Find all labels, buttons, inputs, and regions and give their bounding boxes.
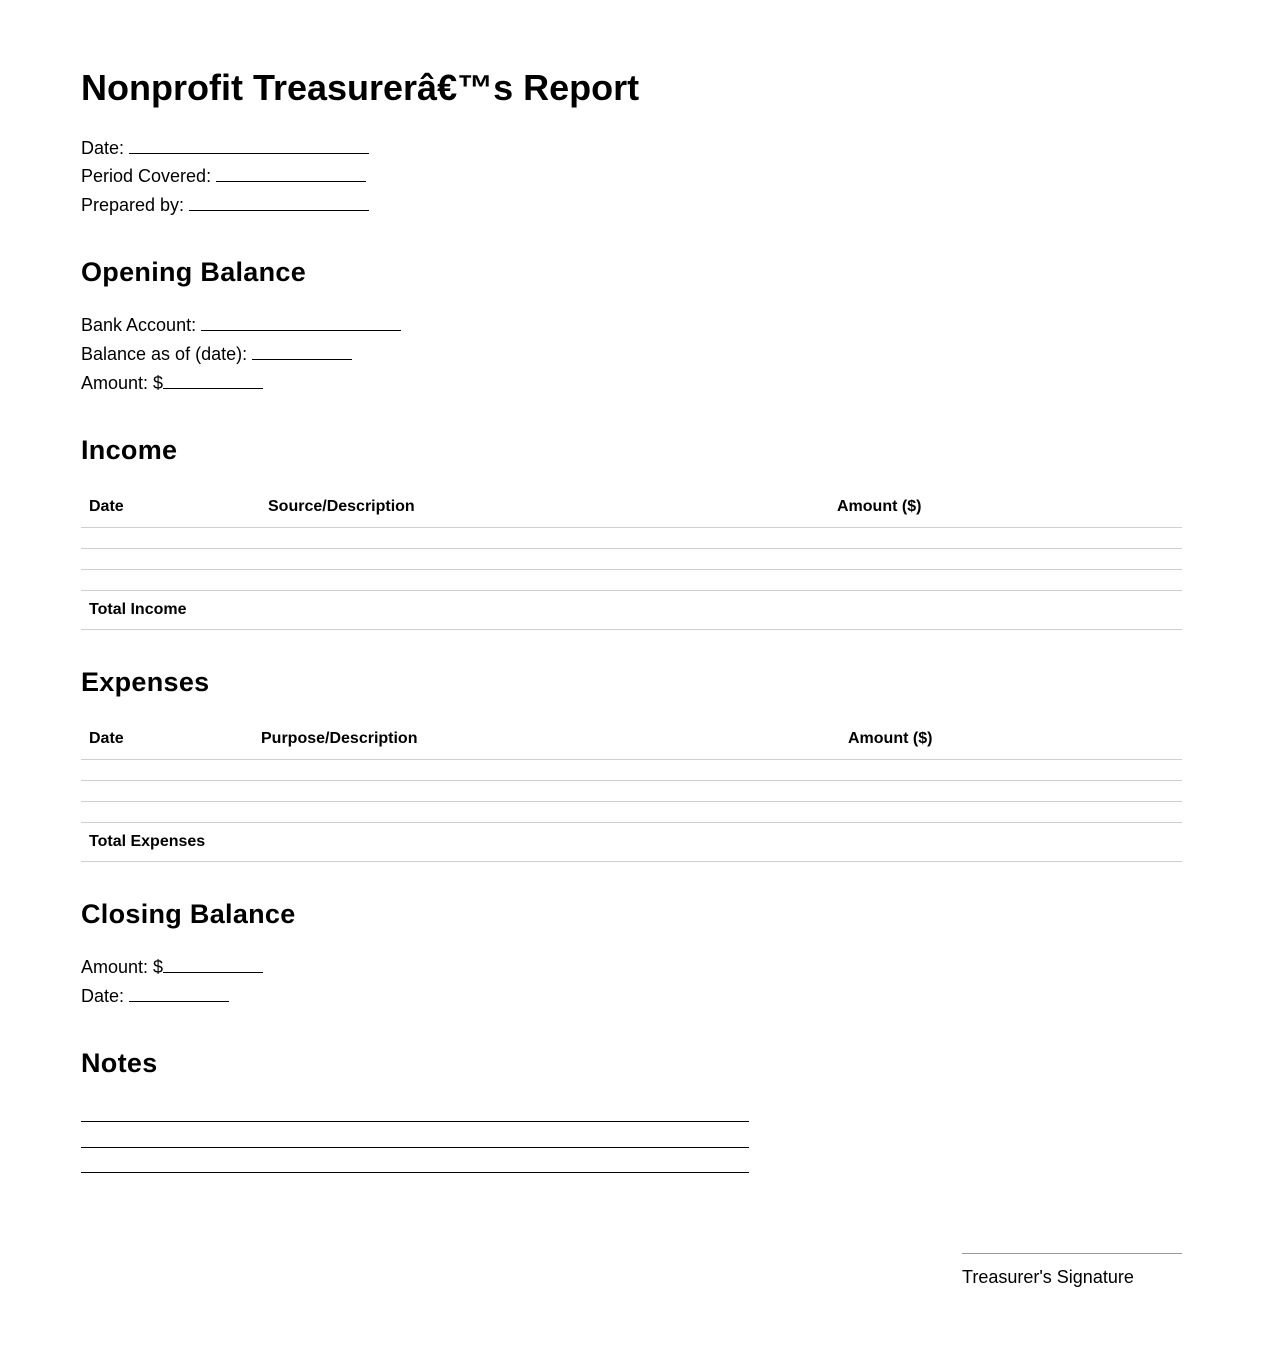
expenses-cell[interactable] xyxy=(253,802,840,823)
notes-line[interactable] xyxy=(81,1147,749,1148)
bank-account-field[interactable] xyxy=(81,314,401,336)
total-income-value[interactable] xyxy=(829,591,1182,630)
income-cell[interactable] xyxy=(260,528,829,549)
balance-as-of-label: Balance as of (date): xyxy=(81,344,253,364)
bank-account-label: Bank Account: xyxy=(81,315,202,335)
income-col-date: Date xyxy=(81,487,260,528)
income-cell[interactable] xyxy=(81,570,260,591)
table-row xyxy=(81,549,1182,570)
page-title: Nonprofit Treasurerâ€™s Report xyxy=(81,67,640,108)
closing-amount-blank[interactable] xyxy=(163,956,263,973)
total-expenses-value[interactable] xyxy=(840,823,1182,862)
expenses-cell[interactable] xyxy=(81,802,253,823)
date-field[interactable] xyxy=(81,137,369,159)
signature-label: Treasurer's Signature xyxy=(962,1267,1134,1287)
notes-line[interactable] xyxy=(81,1121,749,1122)
expenses-cell[interactable] xyxy=(840,760,1182,781)
period-covered-blank[interactable] xyxy=(216,165,366,182)
expenses-col-date: Date xyxy=(81,719,253,760)
closing-amount-label: Amount: $ xyxy=(81,957,164,977)
income-cell[interactable] xyxy=(81,528,260,549)
period-covered-label: Period Covered: xyxy=(81,166,217,186)
balance-as-of-field[interactable] xyxy=(81,343,352,365)
notes-line[interactable] xyxy=(81,1172,749,1173)
income-cell[interactable] xyxy=(260,570,829,591)
opening-balance-heading: Opening Balance xyxy=(81,257,307,287)
opening-amount-label: Amount: $ xyxy=(81,373,164,393)
prepared-by-field[interactable] xyxy=(81,194,369,216)
income-heading: Income xyxy=(81,435,178,465)
expenses-col-amount: Amount ($) xyxy=(840,719,1182,760)
date-blank[interactable] xyxy=(129,137,369,154)
expenses-header-row xyxy=(81,719,1182,760)
closing-amount-field[interactable] xyxy=(81,956,263,978)
income-col-amount: Amount ($) xyxy=(829,487,1182,528)
prepared-by-blank[interactable] xyxy=(189,194,369,211)
total-income-label: Total Income xyxy=(81,591,260,630)
income-table xyxy=(81,487,1182,630)
table-row xyxy=(81,570,1182,591)
expenses-col-purpose: Purpose/Description xyxy=(253,719,840,760)
income-header-row xyxy=(81,487,1182,528)
closing-date-blank[interactable] xyxy=(129,985,229,1002)
notes-heading: Notes xyxy=(81,1048,158,1078)
period-covered-field[interactable] xyxy=(81,165,366,187)
prepared-by-label: Prepared by: xyxy=(81,195,190,215)
closing-date-field[interactable] xyxy=(81,985,229,1007)
total-expenses-spacer xyxy=(253,823,840,862)
income-cell[interactable] xyxy=(81,549,260,570)
expenses-cell[interactable] xyxy=(253,781,840,802)
income-col-source: Source/Description xyxy=(260,487,829,528)
signature-line[interactable] xyxy=(962,1253,1182,1254)
total-expenses-label: Total Expenses xyxy=(81,823,253,862)
total-income-spacer xyxy=(260,591,829,630)
expenses-cell[interactable] xyxy=(81,760,253,781)
closing-date-label: Date: xyxy=(81,986,130,1006)
bank-account-blank[interactable] xyxy=(201,314,401,331)
date-label: Date: xyxy=(81,138,130,158)
income-cell[interactable] xyxy=(829,549,1182,570)
expenses-table xyxy=(81,719,1182,862)
income-cell[interactable] xyxy=(260,549,829,570)
income-total-row xyxy=(81,591,1182,630)
expenses-heading: Expenses xyxy=(81,667,210,697)
expenses-cell[interactable] xyxy=(840,781,1182,802)
income-cell[interactable] xyxy=(829,570,1182,591)
expenses-cell[interactable] xyxy=(81,781,253,802)
expenses-total-row xyxy=(81,823,1182,862)
income-cell[interactable] xyxy=(829,528,1182,549)
opening-amount-blank[interactable] xyxy=(163,372,263,389)
expenses-cell[interactable] xyxy=(253,760,840,781)
opening-amount-field[interactable] xyxy=(81,372,263,394)
closing-balance-heading: Closing Balance xyxy=(81,899,296,929)
table-row xyxy=(81,528,1182,549)
table-row xyxy=(81,760,1182,781)
balance-as-of-blank[interactable] xyxy=(252,343,352,360)
table-row xyxy=(81,802,1182,823)
expenses-cell[interactable] xyxy=(840,802,1182,823)
table-row xyxy=(81,781,1182,802)
